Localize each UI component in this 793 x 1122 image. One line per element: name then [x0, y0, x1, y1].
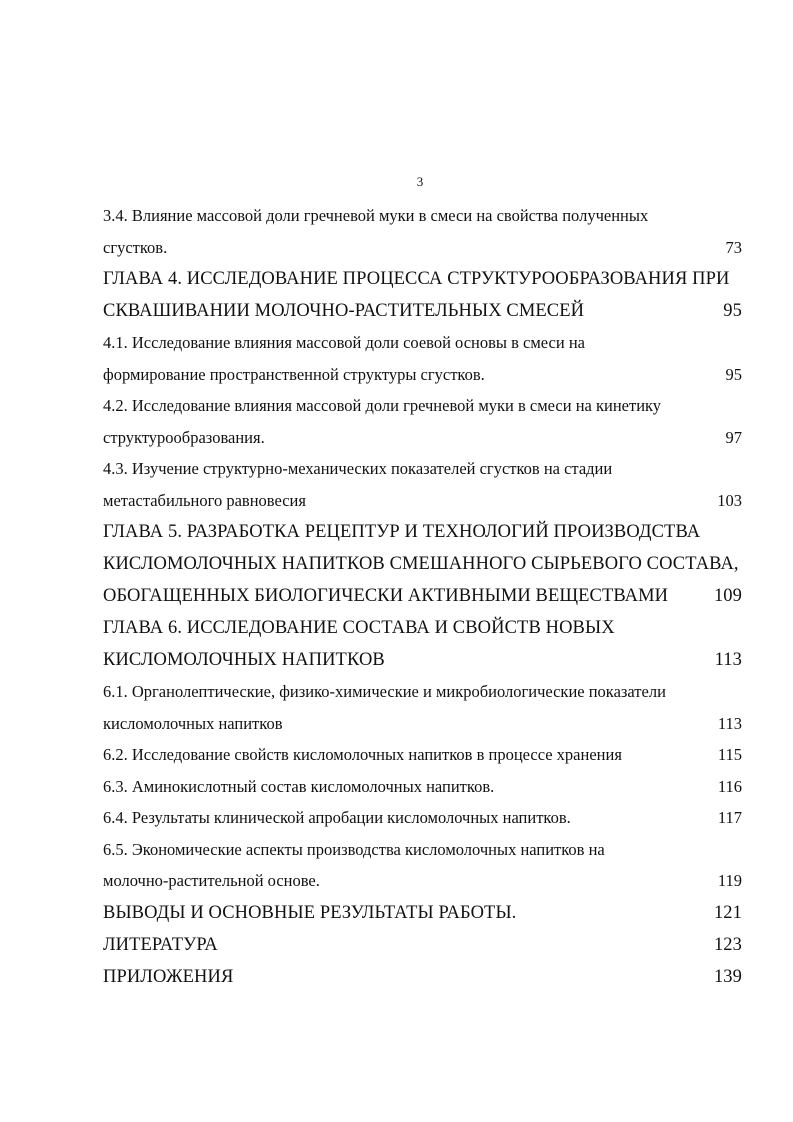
toc-entry-ch6: [103, 612, 742, 676]
toc-entry-6-4: [103, 802, 742, 834]
toc-entry-leader-line: [103, 580, 742, 612]
toc-entry-text-line: ГЛАВА 6. ИССЛЕДОВАНИЕ СОСТАВА И СВОЙСТВ НОВЫХ: [103, 618, 615, 638]
toc-entry-title: СКВАШИВАНИИ МОЛОЧНО-РАСТИТЕЛЬНЫХ СМЕСЕЙ: [103, 301, 585, 321]
toc-page-number: 115: [717, 745, 742, 764]
toc-entry-leader-line: [103, 897, 742, 929]
toc-entry-title: ПРИЛОЖЕНИЯ: [103, 966, 234, 987]
toc-entry-literature: [103, 929, 742, 961]
toc-page-number: 116: [717, 776, 742, 796]
toc-entry-conclusions: [103, 897, 742, 929]
toc-entry-4-1: [103, 327, 742, 390]
toc-entry-text-line: ГЛАВА 4. ИССЛЕДОВАНИЕ ПРОЦЕССА СТРУКТУРООБРАЗОВАНИЯ ПРИ: [103, 269, 730, 289]
toc-page-number: 123: [713, 934, 742, 955]
toc-entry-leader-line: [103, 802, 742, 834]
toc-entry-6-2: [103, 739, 742, 771]
toc-page-number: 117: [717, 808, 742, 827]
toc-entry-4-3: [103, 453, 742, 516]
toc-entry-title: 6.2. Исследование свойств кисломолочных напитков в процессе хранения: [103, 745, 622, 764]
toc-entry-title: метастабильного равновесия: [103, 490, 306, 510]
toc-entry-leader-line: [103, 485, 742, 517]
toc-entry-title: формирование пространственной структуры сгустков.: [103, 364, 485, 384]
toc-entry-title: 6.4. Результаты клинической апробации кисломолочных напитков.: [103, 808, 571, 827]
toc-entry-3-4: [103, 200, 742, 263]
toc-entry-6-1: [103, 676, 742, 739]
toc-entry-text-line: 6.5. Экономические аспекты производства кисломолочных напитков на: [103, 839, 605, 859]
toc-entry-title: ВЫВОДЫ И ОСНОВНЫЕ РЕЗУЛЬТАТЫ РАБОТЫ.: [103, 902, 517, 923]
toc-page-number: 95: [725, 364, 742, 384]
toc-entry-title: КИСЛОМОЛОЧНЫХ НАПИТКОВ: [103, 650, 385, 670]
toc-entry-leader-line: [103, 865, 742, 897]
toc-entry-6-5: [103, 834, 742, 897]
toc-page-number: 73: [725, 237, 742, 257]
toc-entry-text-line: 4.1. Исследование влияния массовой доли соевой основы в смеси на: [103, 333, 585, 352]
toc-entry-leader-line: [103, 359, 742, 391]
toc-entry-text-line: 4.3. Изучение структурно-механических показателей сгустков на стадии: [103, 459, 613, 478]
toc-entry-text-line: 6.1. Органолептические, физико-химические и микробиологические показатели: [103, 682, 666, 701]
toc-entry-text-line: КИСЛОМОЛОЧНЫХ НАПИТКОВ СМЕШАННОГО СЫРЬЕВОГО СОСТАВА,: [103, 554, 739, 574]
toc-entry-title: 6.3. Аминокислотный состав кисломолочных напитков.: [103, 776, 495, 796]
toc-page-number: 139: [713, 966, 742, 987]
toc-entry-title: структурообразования.: [103, 427, 265, 447]
table-of-contents: [103, 200, 742, 993]
toc-entry-4-2: [103, 390, 742, 453]
toc-entry-leader-line: [103, 739, 742, 771]
toc-page-number: 109: [713, 586, 742, 606]
toc-entry-leader-line: [103, 929, 742, 961]
toc-page-number: 95: [723, 301, 742, 321]
page-number: 3: [416, 174, 424, 189]
toc-page-number: 113: [714, 650, 742, 670]
toc-entry-title: кисломолочных напитков: [103, 713, 283, 733]
toc-page-number: 97: [725, 427, 742, 447]
toc-entry-text-line: 3.4. Влияние массовой доли гречневой муки в смеси на свойства полученных: [103, 206, 649, 225]
toc-entry-6-3: [103, 771, 742, 803]
toc-page-number: 113: [717, 713, 742, 733]
toc-entry-title: ЛИТЕРАТУРА: [103, 934, 218, 955]
toc-page-number: 121: [713, 902, 742, 923]
toc-entry-title: сгустков.: [103, 237, 168, 257]
toc-entry-leader-line: [103, 771, 742, 803]
toc-entry-leader-line: [103, 708, 742, 740]
toc-entry-title: молочно-растительной основе.: [103, 871, 320, 890]
toc-entry-leader-line: [103, 644, 742, 676]
toc-entry-appendices: [103, 961, 742, 993]
toc-entry-text-line: 4.2. Исследование влияния массовой доли гречневой муки в смеси на кинетику: [103, 396, 662, 415]
toc-entry-ch4: [103, 263, 742, 327]
toc-entry-title: ОБОГАЩЕННЫХ БИОЛОГИЧЕСКИ АКТИВНЫМИ ВЕЩЕСТВАМИ: [103, 586, 669, 606]
toc-page-number: 119: [717, 871, 742, 890]
toc-entry-leader-line: [103, 232, 742, 264]
toc-entry-leader-line: [103, 422, 742, 454]
toc-entry-ch5: [103, 516, 742, 612]
toc-entry-leader-line: [103, 295, 742, 327]
toc-entry-text-line: ГЛАВА 5. РАЗРАБОТКА РЕЦЕПТУР И ТЕХНОЛОГИЙ ПРОИЗВОДСТВА: [103, 522, 701, 542]
toc-page-number: 103: [717, 490, 742, 510]
toc-entry-leader-line: [103, 961, 742, 993]
